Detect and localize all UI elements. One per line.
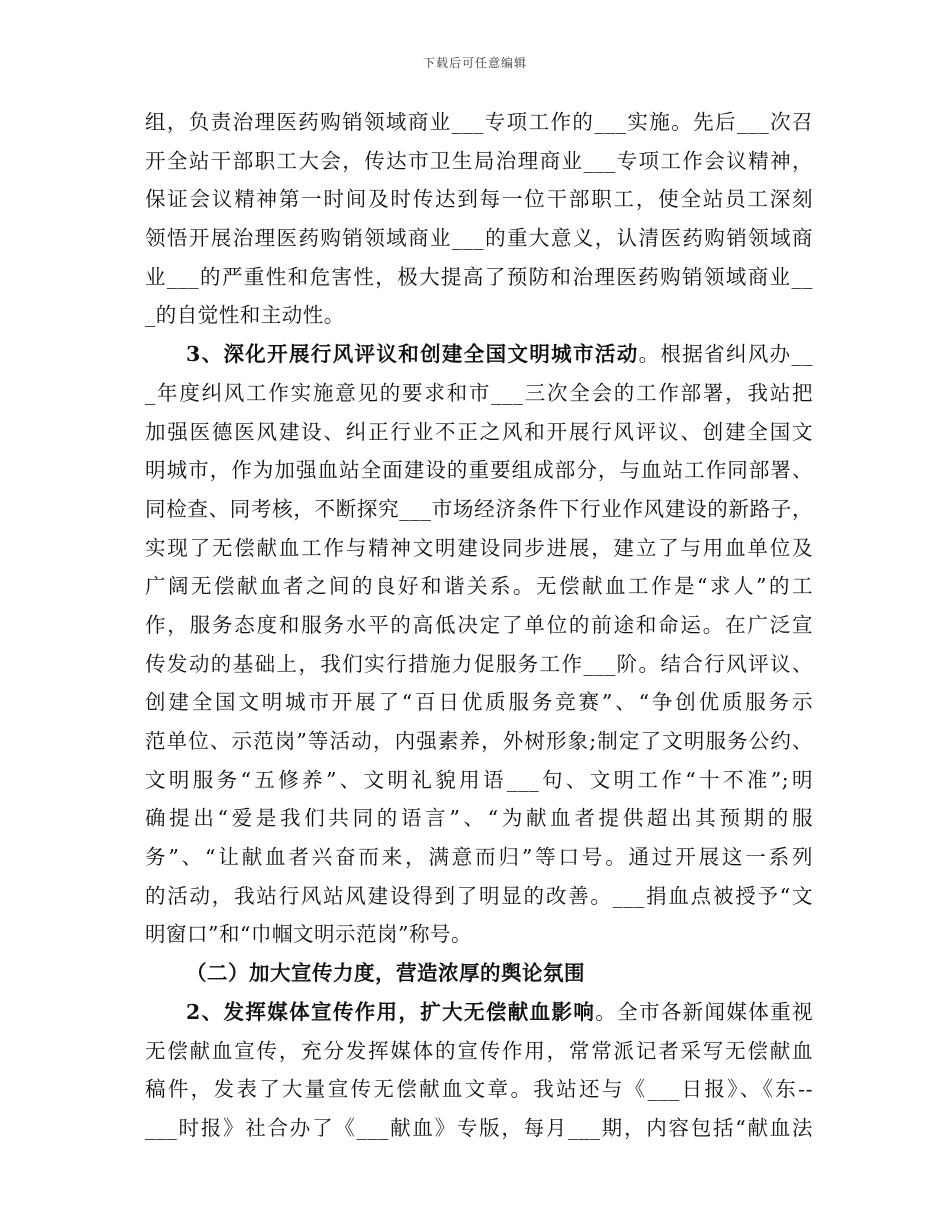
text-line: 确提出“爱是我们共同的语言”、“为献血者提供超出其预期的服 (145, 806, 813, 831)
text-line: 创建全国文明城市开展了“百日优质服务竞赛”、“争创优质服务示 (145, 690, 813, 715)
text-line: 的活动，我站行风站风建设得到了明显的改善。___捐血点被授予“文 (145, 883, 813, 908)
text-line: 实现了无偿献血工作与精神文明建设同步进展，建立了与用血单位及 (145, 535, 813, 560)
section-title: 3、深化开展行风评议和创建全国文明城市活动 (186, 342, 639, 367)
text-line: 无偿献血宣传，充分发挥媒体的宣传作用，常常派记者采写无偿献血 (145, 1038, 813, 1063)
text-line: _年度纠风工作实施意见的要求和市___三次全会的工作部署，我站把 (145, 380, 813, 405)
paragraph-lead-line (145, 335, 813, 374)
paragraph-lead-line (145, 993, 813, 1032)
section-heading-text: （二）加大宣传力度，营造浓厚的舆论氛围 (186, 961, 585, 986)
text-line: 明城市，作为加强血站全面建设的重要组成部分，与血站工作同部署、 (145, 458, 813, 483)
lead-text: 。根据省纠风办__ (638, 342, 814, 367)
text-line: 同检查、同考核，不断探究___市场经济条件下行业作风建设的新路子， (145, 496, 813, 521)
text-line: 组，负责治理医药购销领域商业___专项工作的___实施。先后___次召 (145, 110, 813, 134)
page-header: 下载后可任意编辑 (422, 56, 527, 70)
text-line: 作，服务态度和服务水平的高低决定了单位的前途和命运。在广泛宣 (145, 612, 813, 637)
text-line: ___时报》社合办了《___献血》专版，每月___期，内容包括“献血法 (145, 1115, 813, 1140)
document-body (145, 103, 813, 1148)
text-line: 范单位、示范岗”等活动，内强素养，外树形象;制定了文明服务公约、 (145, 729, 813, 753)
text-line: 领悟开展治理医药购销领域商业___的重大意义，认清医药购销领域商 (145, 226, 813, 251)
text-line: 保证会议精神第一时间及时传达到每一位干部职工，使全站员工深刻 (145, 187, 813, 212)
text-line: _的自觉性和主动性。 (145, 303, 345, 328)
section-heading (145, 954, 813, 993)
text-line: 文明服务“五修养”、文明礼貌用语___句、文明工作“十不准”;明 (145, 767, 813, 792)
text-line: 明窗口”和“巾帼文明示范岗”称号。 (145, 922, 472, 947)
text-line: 广阔无偿献血者之间的良好和谐关系。无偿献血工作是“求人”的工 (145, 574, 813, 599)
text-line: 稿件，发表了大量宣传无偿献血文章。我站还与《___日报》、《东-- (145, 1077, 813, 1102)
text-line: 开全站干部职工大会，传达市卫生局治理商业___专项工作会议精神， (145, 148, 813, 173)
text-line: 传发动的基础上，我们实行措施力促服务工作___阶。结合行风评议、 (145, 651, 813, 676)
lead-text: 。全市各新闻媒体重视 (595, 999, 814, 1024)
section-title: 2、发挥媒体宣传作用，扩大无偿献血影响 (186, 999, 596, 1024)
text-line: 务”、“让献血者兴奋而来，满意而归”等口号。通过开展这一系列 (145, 845, 813, 870)
text-line: 加强医德医风建设、纠正行业不正之风和开展行风评议、创建全国文 (145, 419, 813, 444)
text-line: 业___的严重性和危害性，极大提高了预防和治理医药购销领域商业__ (145, 264, 813, 289)
